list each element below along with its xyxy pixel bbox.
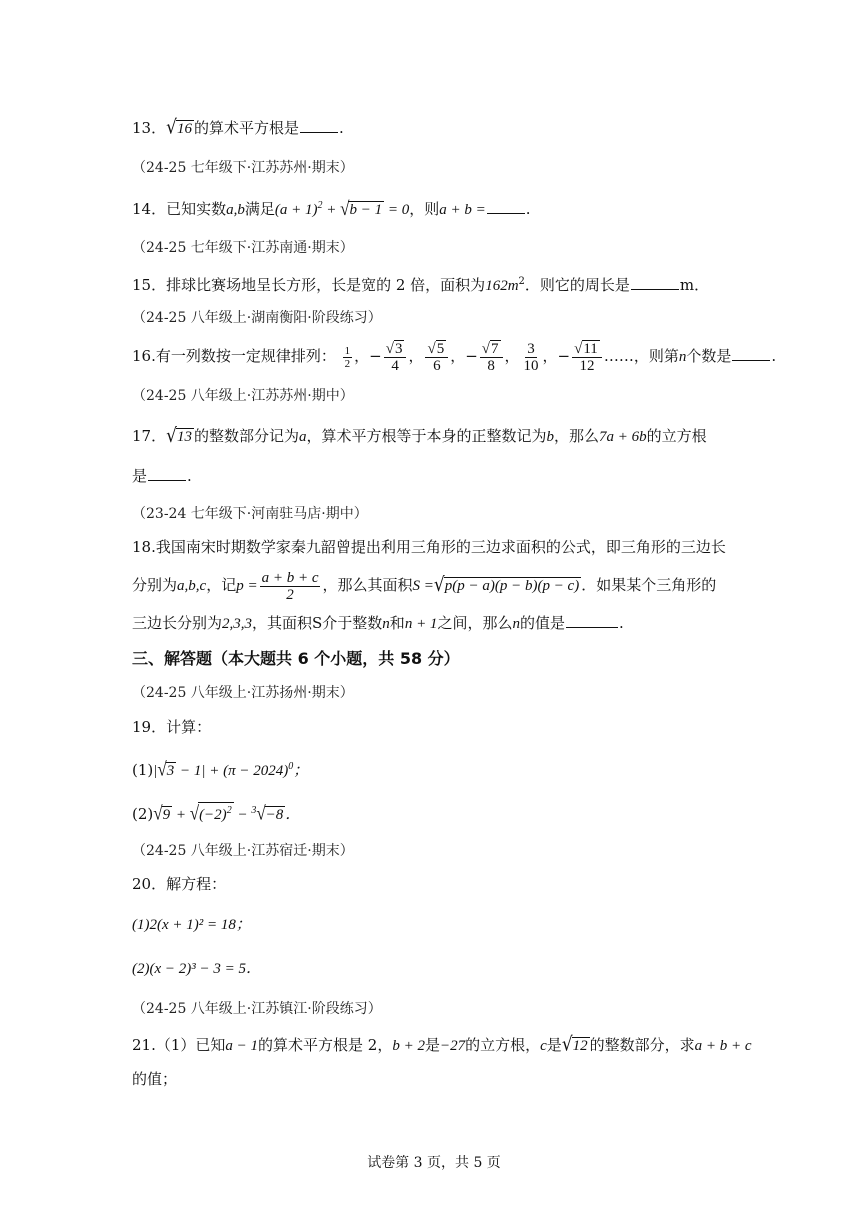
expression: $|√3 - 1| + (\pi - 2024)^0$；: [153, 758, 309, 781]
source-note: （24-25 八年级上·江苏镇江·阶段练习）: [132, 1001, 382, 1017]
source-note: （24-25 七年级下·江苏苏州·期末）: [132, 160, 354, 176]
fraction: $\frac{√11}{12}$: [572, 340, 602, 374]
question-21: 21.（1）已知a − 1的算术平方根是 2，b + 2是−27的立方根，c是√12 的整数部分，求a + b + c: [132, 1033, 752, 1057]
question-20-part2: (2)(x − 2)³ − 3 = 5．: [132, 961, 262, 977]
question-18-line3: 三边长分别为2,3,3，其面积S介于整数n和n + 1之间，那么n的值是 .: [132, 614, 624, 632]
question-18-line2: 分别为a,b,c，记p = $\frac{a + b + c}{2}$ ，那么其面积S =√p(p − a)(p − b)(p − c) ．如果某个三角形的: [132, 569, 717, 603]
question-15: 15．排球比赛场地呈长方形，长是宽的 2 倍，面积为$162m^2$．则它的周长是 m．: [132, 276, 710, 294]
question-21-line2: 的值；: [132, 1070, 178, 1088]
question-18: 18.我国南宋时期数学家秦九韶曾提出利用三角形的三边求面积的公式，即三角形的三边长: [132, 538, 726, 556]
source-note: （24-25 八年级上·江苏扬州·期末）: [132, 685, 354, 701]
fraction: $\frac{√7}{8}$: [480, 340, 503, 374]
answer-blank[interactable]: [148, 466, 186, 481]
source-note: （24-25 七年级下·江苏南通·期末）: [132, 240, 354, 256]
sqrt-sign: √: [166, 116, 177, 140]
answer-blank[interactable]: [631, 275, 679, 290]
source-note: （24-25 八年级上·江苏苏州·期中）: [132, 388, 354, 404]
question-19-part2: $(2)√9 + √(-2)^2 - ^3√-8$ ．: [132, 802, 301, 825]
question-16: 16.有一列数按一定规律排列： $\frac{1}{2}$ ，− $\frac{√3}{4}$ ， $\frac{√5}{6}$ ，− $\frac{√7}{8}$ ， $\frac{3}{10}$ ，− $\frac{√11}{12}$ ……，则第n个数是 .: [132, 340, 777, 374]
fraction: $\frac{√3}{4}$: [384, 340, 407, 374]
source-note: （24-25 八年级上·湖南衡阳·阶段练习）: [132, 310, 382, 326]
question-19: 19．计算：: [132, 718, 212, 736]
source-note: （24-25 八年级上·江苏宿迁·期末）: [132, 843, 354, 859]
question-17: 17．√13 的整数部分记为a，算术平方根等于本身的正整数记为b，那么7a + 6b的立方根: [132, 424, 707, 448]
answer-blank[interactable]: [732, 346, 770, 361]
equation: $(a + 1)^2 + √b - 1 = 0$: [274, 197, 410, 220]
fraction: $\frac{3}{10}$: [523, 340, 539, 374]
page-footer: 试卷第 3 页，共 5 页: [367, 1155, 501, 1171]
fraction: $\frac{1}{2}$: [344, 344, 351, 370]
answer-blank[interactable]: [487, 199, 525, 214]
question-19-part1: $(1)|√3 - 1| + (\pi - 2024)^0$；: [132, 758, 309, 781]
question-17-line2: 是 .: [132, 467, 192, 485]
section-heading: 三、解答题（本大题共 6 个小题，共 58 分）: [132, 649, 460, 668]
source-note: （23-24 七年级下·河南驻马店·期中）: [132, 506, 368, 522]
question-20-part1: (1)2(x + 1)² = 18；: [132, 917, 251, 933]
question-13: 13．√16 的算术平方根是 .: [132, 116, 344, 140]
expression: $√9 + √(-2)^2 - ^3√-8$ ．: [153, 802, 301, 825]
fraction: $\frac{a + b + c}{2}$: [261, 569, 319, 603]
answer-blank[interactable]: [566, 613, 618, 628]
radicand: 16: [176, 121, 192, 137]
answer-blank[interactable]: [300, 118, 338, 133]
question-14: 14．已知实数a,b满足$(a + 1)^2 + √b - 1 = 0$，则a + b = .: [132, 197, 531, 220]
fraction: $\frac{√5}{6}$: [425, 340, 448, 374]
question-20: 20．解方程：: [132, 875, 227, 893]
